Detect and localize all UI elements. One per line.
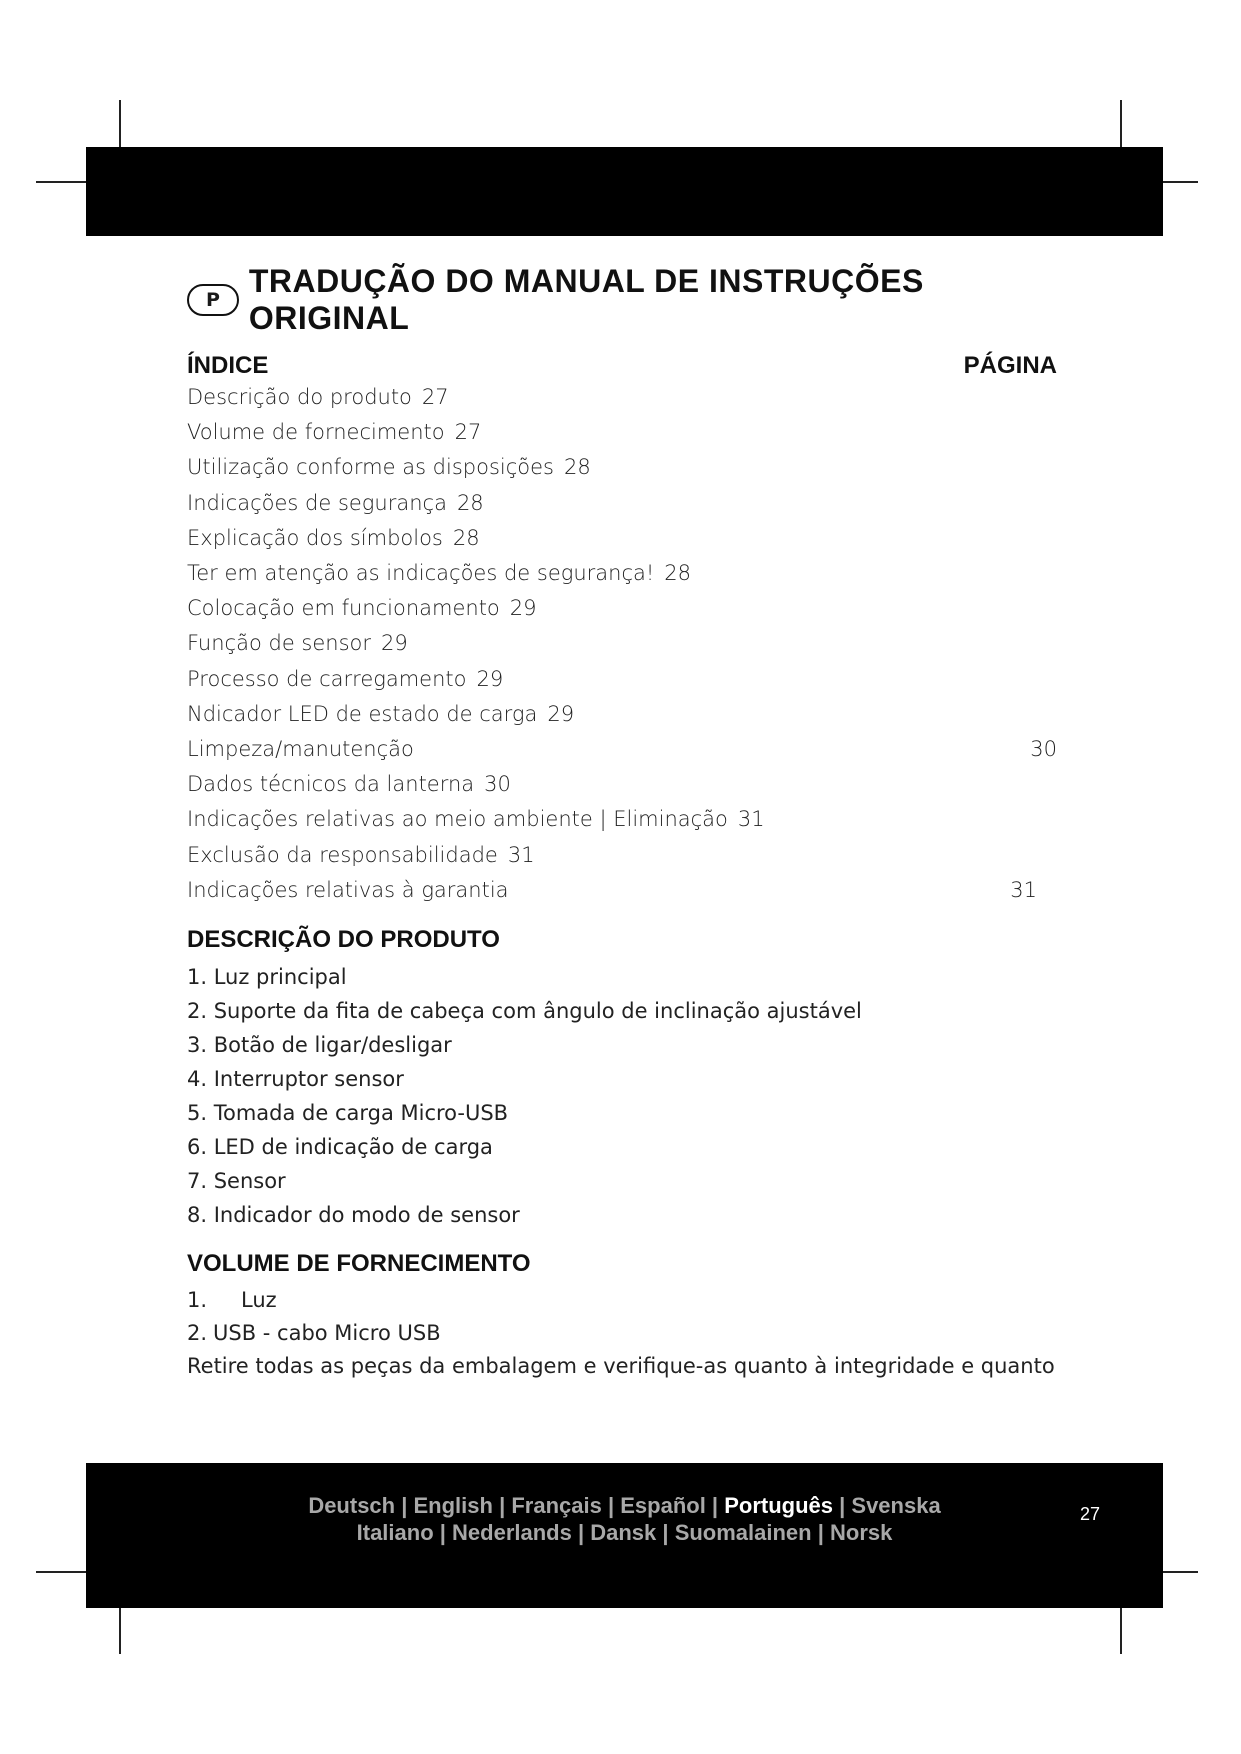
language-separator: | [433,1520,453,1545]
toc-item [187,873,1057,908]
language-line-1 [86,1493,1163,1519]
language-link[interactable]: Norsk [830,1520,893,1545]
toc-item-page: 28 [564,455,591,480]
toc-item-label: Ter em atenção as indicações de segurança! [187,561,655,586]
toc-item [187,697,1057,732]
toc-item-label: Indicações de segurança [187,490,447,515]
toc-item-page: 28 [664,561,692,586]
toc-item [187,380,1057,415]
delivery-heading: VOLUME DE FORNECIMENTO [187,1250,531,1278]
delivery-list [187,1284,1057,1350]
toc-item-label: Limpeza/manutenção [187,737,414,762]
language-separator: | [811,1520,830,1545]
toc-item [187,732,1057,767]
language-link[interactable]: Português [724,1493,833,1518]
toc-item-page: 28 [456,490,484,515]
toc-item-page: 27 [421,385,449,409]
toc-item [187,838,1057,873]
page-number: 27 [1080,1504,1101,1524]
list-item: 7. Sensor [187,1169,286,1194]
language-separator: | [571,1520,591,1545]
toc-item-page: 31 [737,807,765,832]
toc-item-label: Ndicador LED de estado de carga [187,701,538,726]
toc-item [187,626,1057,661]
list-item: 1. Luz principal [187,965,347,990]
toc-item [187,767,1057,802]
toc-heading: ÍNDICE [187,352,269,379]
language-badge: P [187,284,239,316]
toc-page-heading: PÁGINA [963,352,1057,379]
language-separator: | [705,1493,725,1518]
toc-item-page: 31 [1010,877,1037,902]
toc-item-page: 29 [547,701,575,726]
title-row [187,263,1057,336]
toc-item-page: 29 [509,596,537,621]
list-item: 6. LED de indicação de carga [187,1135,493,1160]
toc-item-label: Indicações relativas à garantia [187,877,509,902]
language-link[interactable]: Dansk [590,1520,657,1545]
language-link[interactable]: Suomalainen [674,1520,812,1545]
language-separator: | [395,1493,414,1518]
language-link[interactable]: Svenska [851,1493,941,1518]
list-item-text: Luz [241,1288,277,1313]
toc-item-page: 31 [507,842,535,867]
toc-item-page: 30 [1030,737,1057,762]
toc-item-label: Função de sensor [187,631,372,656]
toc-item [187,802,1057,837]
toc-item-label: Processo de carregamento [187,666,467,691]
toc-item [187,415,1057,450]
toc-item-label: Colocação em funcionamento [187,596,500,621]
toc-item [187,591,1057,626]
list-item [187,1284,1057,1317]
list-item: 3. Botão de ligar/desligar [187,1033,452,1058]
language-line-2 [86,1520,1163,1546]
list-item: 4. Interruptor sensor [187,1067,404,1092]
language-separator: | [601,1493,621,1518]
toc-item-page: 29 [476,666,504,691]
toc-item-label: Utilização conforme as disposições [187,455,554,480]
toc-item-label: Explicação dos símbolos [187,525,443,550]
product-description-heading: DESCRIÇÃO DO PRODUTO [187,926,500,954]
language-link[interactable]: Italiano [356,1520,434,1545]
toc-item-label: Dados técnicos da lanterna [187,772,475,797]
toc-item-label: Volume de fornecimento [187,420,445,445]
list-item-number: 2. [187,1321,208,1346]
language-link[interactable]: Deutsch [308,1493,396,1518]
toc-item [187,450,1057,485]
list-item: 8. Indicador do modo de sensor [187,1203,520,1228]
toc-item-page: 28 [452,525,480,550]
language-link[interactable]: Español [620,1493,706,1518]
toc-item [187,662,1057,697]
language-separator: | [833,1493,852,1518]
list-item-text: USB - cabo Micro USB [213,1321,441,1346]
list-item: 2. Suporte da fita de cabeça com ângulo de inclinação ajustável [187,999,862,1024]
toc-item-page: 27 [454,420,482,445]
footer-black-bar [86,1463,1163,1608]
toc-item [187,486,1057,521]
list-item [187,1317,1057,1350]
toc-item-page: 29 [381,631,408,656]
language-separator: | [656,1520,675,1545]
toc-item-label: Indicações relativas ao meio ambiente | Eliminação [187,807,728,832]
toc-item [187,556,1057,591]
delivery-paragraph: Retire todas as peças da embalagem e verifique-as quanto à integridade e quanto [187,1354,1055,1379]
toc-item-page: 30 [484,772,511,797]
toc-item-label: Exclusão da responsabilidade [187,842,498,867]
language-link[interactable]: English [413,1493,493,1518]
toc-header [187,352,1057,380]
page-title: TRADUÇÃO DO MANUAL DE INSTRUÇÕES ORIGINAL [248,263,924,336]
list-item-number: 1. [187,1288,208,1313]
product-parts-list [187,960,1057,1232]
table-of-contents [187,380,1057,908]
header-black-bar [86,147,1163,236]
toc-item [187,521,1057,556]
list-item: 5. Tomada de carga Micro-USB [187,1101,509,1126]
toc-item-label: Descrição do produto [187,385,412,409]
language-link[interactable]: Nederlands [452,1520,572,1545]
language-separator: | [492,1493,512,1518]
language-link[interactable]: Français [511,1493,602,1518]
page-content [187,263,1057,1382]
